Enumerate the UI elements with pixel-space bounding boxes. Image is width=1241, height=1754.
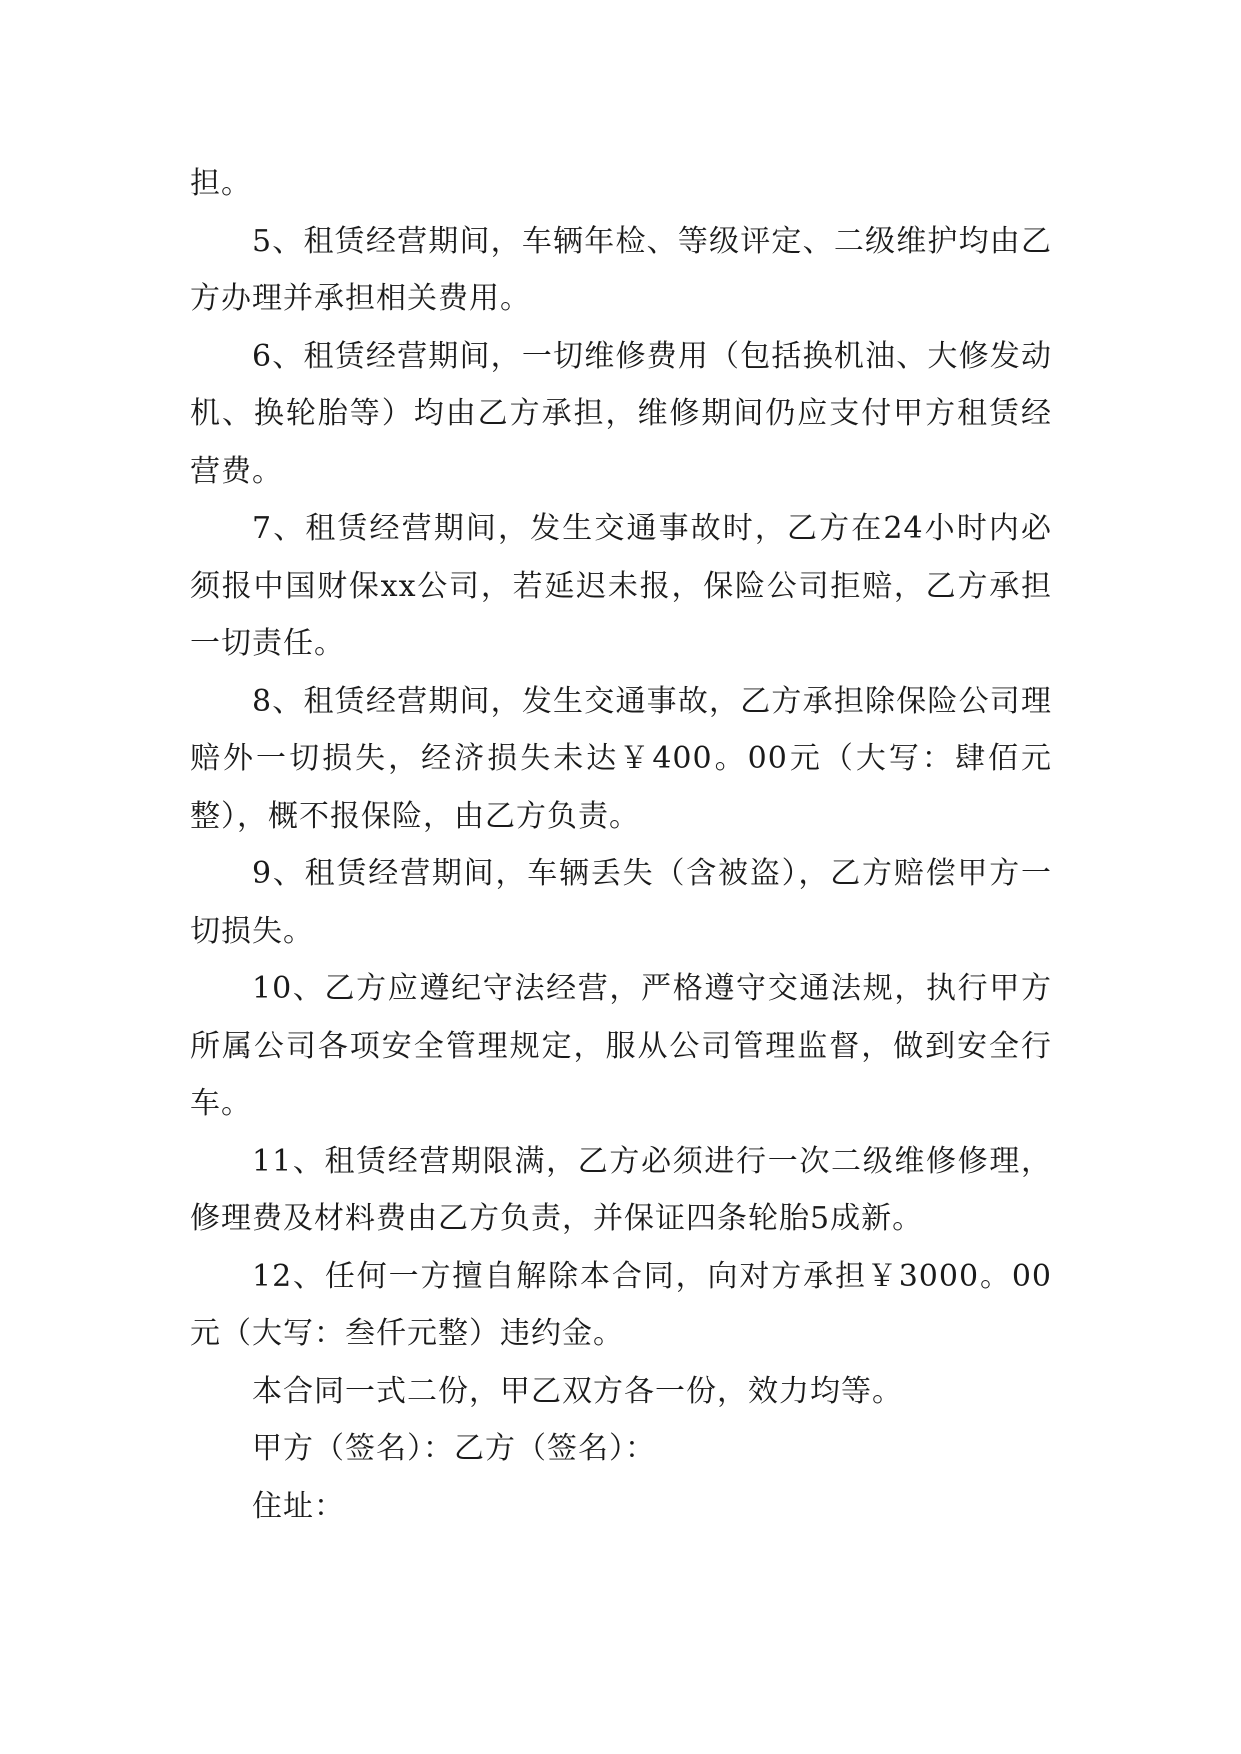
clause-11: 11、租赁经营期限满，乙方必须进行一次二级维修修理，修理费及材料费由乙方负责，并保证四条轮胎5成新。	[190, 1143, 1052, 1236]
clause-10: 10、乙方应遵纪守法经营，严格遵守交通法规，执行甲方所属公司各项安全管理规定，服从公司管理监督，做到安全行车。	[190, 971, 1052, 1121]
address-line: 住址：	[252, 1488, 345, 1524]
paragraph-continuation: 担。	[190, 166, 252, 201]
signature-line: 甲方（签名）：乙方（签名）：	[252, 1431, 656, 1466]
clause-5: 5、租赁经营期间，车辆年检、等级评定、二级维护均由乙方办理并承担相关费用。	[190, 223, 1052, 316]
clause-6: 6、租赁经营期间，一切维修费用（包括换机油、大修发动机、换轮胎等）均由乙方承担，维修期间仍应支付甲方租赁经营费。	[190, 338, 1052, 489]
clause-12: 12、任何一方擅自解除本合同，向对方承担￥3000。00元（大写：叁仟元整）违约金。	[190, 1258, 1052, 1351]
copies-statement: 本合同一式二份，甲乙双方各一份，效力均等。	[252, 1373, 903, 1409]
document-body	[190, 155, 1052, 1535]
clause-7: 7、租赁经营期间，发生交通事故时，乙方在24小时内必须报中国财保xx公司，若延迟未报，保险公司拒赔，乙方承担一切责任。	[190, 511, 1052, 661]
clause-9: 9、租赁经营期间，车辆丢失（含被盗），乙方赔偿甲方一切损失。	[190, 856, 1052, 949]
clause-8: 8、租赁经营期间，发生交通事故，乙方承担除保险公司理赔外一切损失，经济损失未达￥400。00元（大写：肆佰元整），概不报保险，由乙方负责。	[190, 683, 1052, 834]
